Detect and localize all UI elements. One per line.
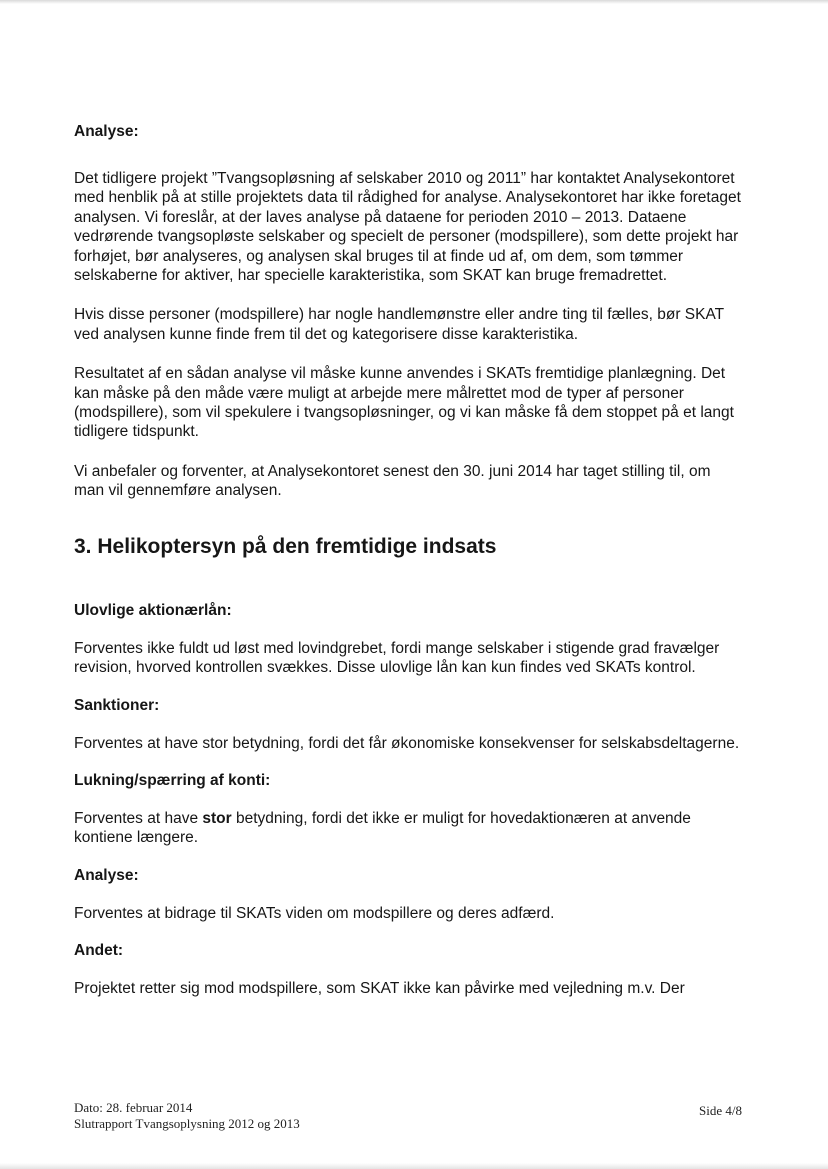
paragraph-lukning-spaerring (74, 809, 742, 848)
scan-edge-bottom (0, 1163, 828, 1169)
paragraph-sanktioner: Forventes at have stor betydning, fordi det får økonomiske konsekvenser for selskabsdeltagerne. (74, 734, 740, 752)
heading-andet: Andet: (74, 942, 124, 960)
document-body (74, 122, 742, 999)
paragraph-ulovlige-aktionaerlaan: Forventes ikke fuldt ud løst med lovindgrebet, fordi mange selskaber i stigende grad fravælger revision, hvorved kontrollen svækkes. Disse ulovlige lån kan kun findes ved SKATs kontrol. (74, 639, 720, 677)
heading-sanktioner: Sanktioner: (74, 696, 160, 714)
paragraph-lukning-emphasis: stor (202, 809, 232, 827)
paragraph-anbefaling: Vi anbefaler og forventer, at Analysekontoret senest den 30. juni 2014 har taget stilling til, om man vil gennemføre analysen. (74, 462, 711, 500)
heading-analyse-second: Analyse: (74, 866, 139, 884)
paragraph-lukning-text-start: Forventes at have (74, 809, 203, 827)
paragraph-analyse-intro: Det tidligere projekt ”Tvangsopløsning af selskaber 2010 og 2011” har kontaktet Analysekontoret med henblik på at stille projektets data til rådighed for analyse. Analysekontoret har ikke foretaget analysen. Vi foreslår, at der laves analyse på dataene for perioden 2010 – 2013. Dataene vedrørende tvangsopløste selskaber og specielt de personer (modspillere), som dette projekt har forhøjet, bør analyseres, og analysen skal bruges til at finde ud af, om dem, som tømmer selskaberne for aktiver, har specielle karakteristika, som SKAT kan bruge fremadrettet. (74, 170, 741, 285)
page-footer (74, 1100, 742, 1132)
section-heading-helikoptersyn: 3. Helikoptersyn på den fremtidige indsats (74, 534, 497, 558)
paragraph-lukning-text-end: betydning, fordi det ikke er muligt for hovedaktionæren at anvende kontiene længere. (74, 809, 691, 847)
scan-edge-top (0, 0, 828, 4)
footer-page-number: Side 4/8 (699, 1103, 742, 1118)
heading-analyse: Analyse: (74, 123, 139, 140)
footer-date: Dato: 28. februar 2014 (74, 1100, 193, 1115)
paragraph-andet: Projektet retter sig mod modspillere, som SKAT ikke kan påvirke med vejledning m.v. Der (74, 980, 685, 998)
footer-report-title: Slutrapport Tvangsoplysning 2012 og 2013 (74, 1116, 300, 1131)
heading-lukning-spaerring: Lukning/spærring af konti: (74, 771, 271, 789)
heading-ulovlige-aktionaerlaan: Ulovlige aktionærlån: (74, 601, 232, 619)
paragraph-handlemonstre: Hvis disse personer (modspillere) har nogle handlemønstre eller andre ting til fælles, bør SKAT ved analysen kunne finde frem til det og kategorisere disse karakteristika. (74, 306, 724, 343)
paragraph-analyse-second: Forventes at bidrage til SKATs viden om modspillere og deres adfærd. (74, 904, 555, 922)
footer-left (74, 1100, 300, 1132)
paragraph-resultatet: Resultatet af en sådan analyse vil måske kunne anvendes i SKATs fremtidige planlægning. Det kan måske på den måde være muligt at arbejde mere målrettet mod de typer af personer (modspillere), som vil spekulere i tvangsopløsninger, og vi kan måske få dem stoppet på et langt tidligere tidspunkt. (74, 365, 734, 441)
